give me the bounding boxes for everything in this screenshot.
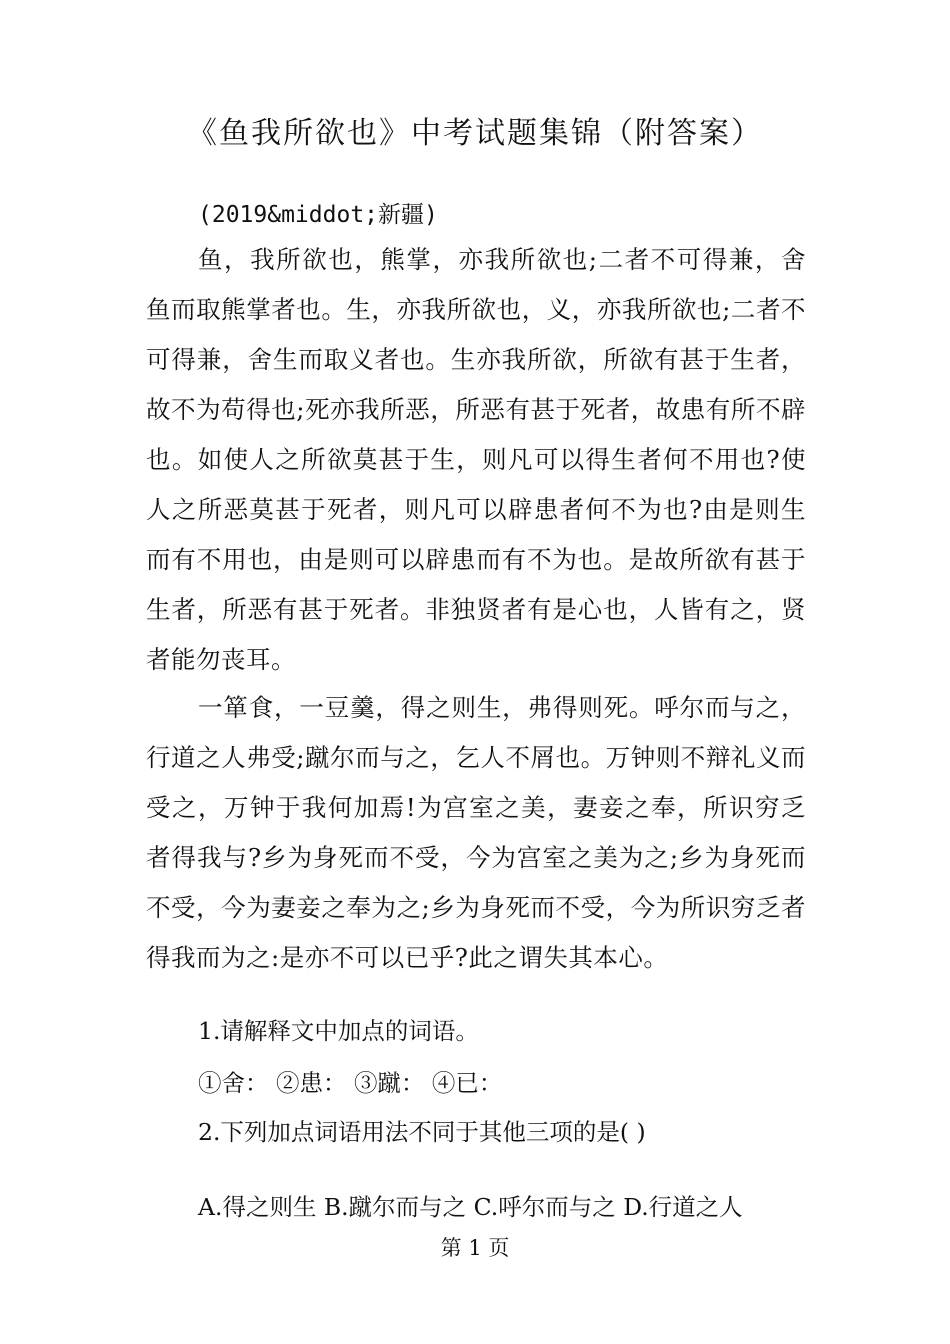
page-number: 第 1 页 bbox=[440, 1236, 510, 1260]
document-title: 《鱼我所欲也》中考试题集锦（附答案） bbox=[187, 116, 763, 151]
source-note: (2019&middot;新疆) bbox=[198, 202, 438, 228]
question-2-options: A.得之则生 B.蹴尔而与之 C.呼尔而与之 D.行道之人 bbox=[198, 1193, 743, 1221]
passage-paragraph-2: 一箪食，一豆羹，得之则生，弗得则死。呼尔而与之，行道之人弗受;蹴尔而与之，乞人不屑也。万钟则不辩礼义而受之，万钟于我何加焉!为宫室之美，妻妾之奉，所识穷乏者得我与?乡为身死而不受，今为宫室之美为之;乡为身死而不受，今为妻妾之奉为之;乡为身死而不受，今为所识穷乏者得我而为之:是亦不可以已乎?此之谓失其本心。 bbox=[146, 693, 806, 972]
question-2: 2.下列加点词语用法不同于其他三项的是( ) bbox=[198, 1118, 646, 1146]
question-1: 1.请解释文中加点的词语。 bbox=[198, 1017, 479, 1045]
passage-paragraph-1: 鱼，我所欲也，熊掌，亦我所欲也;二者不可得兼，舍鱼而取熊掌者也。生，亦我所欲也，义，亦我所欲也;二者不可得兼，舍生而取义者也。生亦我所欲，所欲有甚于生者，故不为苟得也;死亦我所恶，所恶有甚于死者，故患有所不辟也。如使人之所欲莫甚于生，则凡可以得生者何不用也?使人之所恶莫甚于死者，则凡可以辟患者何不为也?由是则生而有不用也，由是则可以辟患而有不为也。是故所欲有甚于生者，所恶有甚于死者。非独贤者有是心也，人皆有之，贤者能勿丧耳。 bbox=[146, 245, 806, 674]
question-1-items: ①舍： ②患： ③蹴： ④已： bbox=[198, 1069, 503, 1097]
